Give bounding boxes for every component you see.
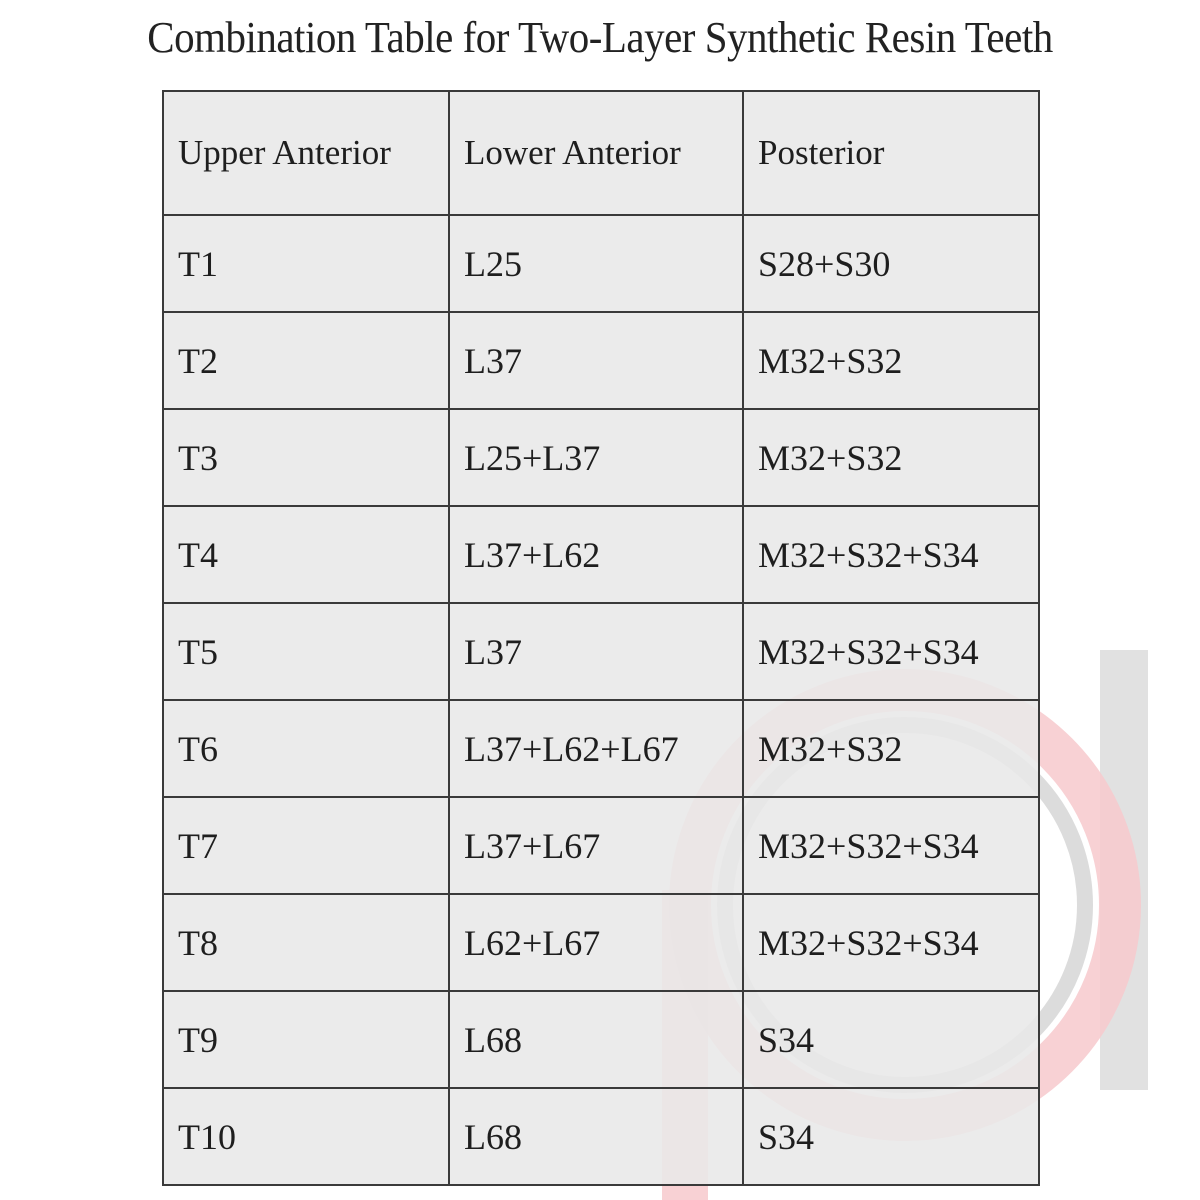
- header-posterior: Posterior: [743, 91, 1039, 215]
- cell-upper-anterior: T9: [163, 991, 449, 1088]
- cell-posterior: M32+S32: [743, 409, 1039, 506]
- cell-posterior: S34: [743, 991, 1039, 1088]
- cell-posterior: S28+S30: [743, 215, 1039, 312]
- cell-upper-anterior: T5: [163, 603, 449, 700]
- header-upper-anterior: Upper Anterior: [163, 91, 449, 215]
- cell-posterior: S34: [743, 1088, 1039, 1185]
- table-row: [163, 1088, 1039, 1185]
- table-row: [163, 700, 1039, 797]
- table-row: [163, 409, 1039, 506]
- cell-lower-anterior: L62+L67: [449, 894, 743, 991]
- combination-table: [162, 90, 1040, 1186]
- table-header-row: [163, 91, 1039, 215]
- cell-lower-anterior: L25+L37: [449, 409, 743, 506]
- table-row: [163, 215, 1039, 312]
- cell-posterior: M32+S32+S34: [743, 894, 1039, 991]
- cell-lower-anterior: L37: [449, 312, 743, 409]
- table-row: [163, 312, 1039, 409]
- cell-upper-anterior: T7: [163, 797, 449, 894]
- table-row: [163, 603, 1039, 700]
- cell-lower-anterior: L25: [449, 215, 743, 312]
- cell-upper-anterior: T4: [163, 506, 449, 603]
- cell-posterior: M32+S32: [743, 700, 1039, 797]
- cell-posterior: M32+S32+S34: [743, 506, 1039, 603]
- cell-upper-anterior: T1: [163, 215, 449, 312]
- cell-upper-anterior: T6: [163, 700, 449, 797]
- cell-lower-anterior: L68: [449, 991, 743, 1088]
- cell-lower-anterior: L37+L62: [449, 506, 743, 603]
- cell-lower-anterior: L68: [449, 1088, 743, 1185]
- cell-lower-anterior: L37: [449, 603, 743, 700]
- cell-lower-anterior: L37+L62+L67: [449, 700, 743, 797]
- cell-posterior: M32+S32+S34: [743, 603, 1039, 700]
- page-title: Combination Table for Two-Layer Synthetic Resin Teeth: [147, 13, 1053, 62]
- cell-lower-anterior: L37+L67: [449, 797, 743, 894]
- table-row: [163, 506, 1039, 603]
- combination-table-wrapper: [162, 90, 1038, 1186]
- watermark-bar: [1100, 650, 1148, 1090]
- table-row: [163, 797, 1039, 894]
- cell-upper-anterior: T10: [163, 1088, 449, 1185]
- cell-posterior: M32+S32+S34: [743, 797, 1039, 894]
- cell-upper-anterior: T3: [163, 409, 449, 506]
- table-row: [163, 991, 1039, 1088]
- cell-upper-anterior: T2: [163, 312, 449, 409]
- header-lower-anterior: Lower Anterior: [449, 91, 743, 215]
- cell-posterior: M32+S32: [743, 312, 1039, 409]
- table-row: [163, 894, 1039, 991]
- cell-upper-anterior: T8: [163, 894, 449, 991]
